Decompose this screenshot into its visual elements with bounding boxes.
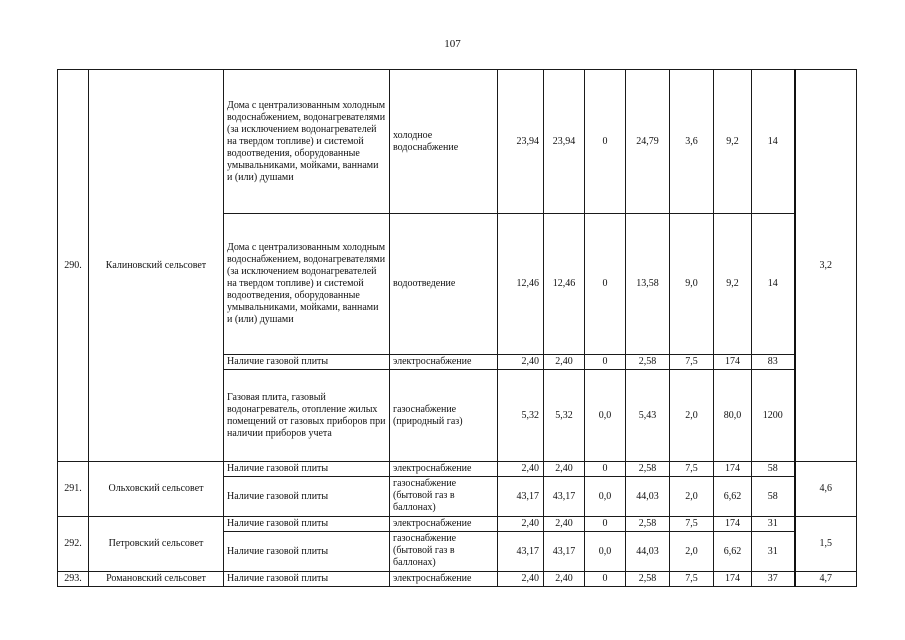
table-cell: 37 — [752, 572, 795, 587]
table-cell: 174 — [714, 462, 752, 477]
utility-service: газоснабжение (бытовой газ в баллонах) — [390, 532, 498, 572]
table-cell: 174 — [714, 517, 752, 532]
table-cell: 2,40 — [498, 355, 544, 370]
table-cell: 2,58 — [626, 517, 670, 532]
table-cell: 0 — [585, 355, 626, 370]
housing-description: Наличие газовой плиты — [224, 477, 390, 517]
table-cell: 9,2 — [714, 70, 752, 214]
table-cell: 7,5 — [670, 572, 714, 587]
settlement-name: Ольховский сельсовет — [89, 462, 224, 517]
table-cell: 6,62 — [714, 532, 752, 572]
tariff-table — [57, 69, 857, 587]
table-cell: 12,46 — [544, 214, 585, 355]
row-number: 291. — [58, 462, 89, 517]
summary-value: 3,2 — [795, 70, 857, 462]
table-cell: 43,17 — [498, 532, 544, 572]
table-cell: 0,0 — [585, 532, 626, 572]
table-cell: 43,17 — [544, 477, 585, 517]
page-number: 107 — [444, 38, 461, 50]
table-cell: 13,58 — [626, 214, 670, 355]
table-cell: 44,03 — [626, 477, 670, 517]
table-cell: 0 — [585, 462, 626, 477]
utility-service: холодное водоснабжение — [390, 70, 498, 214]
table-cell: 0 — [585, 70, 626, 214]
table-row — [58, 70, 857, 214]
table-cell: 23,94 — [544, 70, 585, 214]
table-cell: 14 — [752, 214, 795, 355]
summary-value: 4,7 — [795, 572, 857, 587]
table-cell: 5,43 — [626, 370, 670, 462]
utility-service: электроснабжение — [390, 572, 498, 587]
table-cell: 9,2 — [714, 214, 752, 355]
housing-description: Наличие газовой плиты — [224, 572, 390, 587]
housing-description: Дома с централизованным холодным водоснабжением, водонагревателями (за исключением водонагревателей на твердом топливе) и системой водоотведения, оборудованные умывальниками, мойками, ваннами и (или) душами — [224, 70, 390, 214]
table-cell: 14 — [752, 70, 795, 214]
utility-service: газоснабжение (природный газ) — [390, 370, 498, 462]
table-cell: 7,5 — [670, 462, 714, 477]
utility-service: водоотведение — [390, 214, 498, 355]
table-cell: 0,0 — [585, 477, 626, 517]
table-cell: 1200 — [752, 370, 795, 462]
settlement-name: Петровский сельсовет — [89, 517, 224, 572]
table-cell: 2,40 — [544, 572, 585, 587]
summary-value: 1,5 — [795, 517, 857, 572]
housing-description: Наличие газовой плиты — [224, 517, 390, 532]
table-cell: 0 — [585, 517, 626, 532]
table-row — [58, 517, 857, 532]
table-cell: 2,58 — [626, 462, 670, 477]
table-cell: 174 — [714, 572, 752, 587]
table-cell: 5,32 — [544, 370, 585, 462]
table-cell: 2,40 — [498, 572, 544, 587]
table-cell: 2,58 — [626, 355, 670, 370]
utility-service: электроснабжение — [390, 517, 498, 532]
table-cell: 58 — [752, 477, 795, 517]
table-cell: 43,17 — [544, 532, 585, 572]
table-cell: 2,40 — [544, 517, 585, 532]
table-cell: 31 — [752, 517, 795, 532]
housing-description: Наличие газовой плиты — [224, 355, 390, 370]
housing-description: Наличие газовой плиты — [224, 462, 390, 477]
table-cell: 7,5 — [670, 355, 714, 370]
table-cell: 7,5 — [670, 517, 714, 532]
table-cell: 2,58 — [626, 572, 670, 587]
table-cell: 43,17 — [498, 477, 544, 517]
table-cell: 3,6 — [670, 70, 714, 214]
table-row — [58, 572, 857, 587]
row-number: 290. — [58, 70, 89, 462]
table-cell: 44,03 — [626, 532, 670, 572]
utility-service: электроснабжение — [390, 355, 498, 370]
table-cell: 80,0 — [714, 370, 752, 462]
table-cell: 2,40 — [498, 462, 544, 477]
table-cell: 0 — [585, 214, 626, 355]
settlement-name: Калиновский сельсовет — [89, 70, 224, 462]
table-cell: 31 — [752, 532, 795, 572]
table-cell: 12,46 — [498, 214, 544, 355]
table-row — [58, 462, 857, 477]
table-cell: 2,40 — [544, 355, 585, 370]
table-cell: 58 — [752, 462, 795, 477]
table-cell: 83 — [752, 355, 795, 370]
summary-value: 4,6 — [795, 462, 857, 517]
row-number: 293. — [58, 572, 89, 587]
table-cell: 2,40 — [498, 517, 544, 532]
settlement-name: Романовский сельсовет — [89, 572, 224, 587]
table-cell: 2,0 — [670, 477, 714, 517]
table-cell: 6,62 — [714, 477, 752, 517]
table-cell: 0 — [585, 572, 626, 587]
table-cell: 174 — [714, 355, 752, 370]
utility-service: газоснабжение (бытовой газ в баллонах) — [390, 477, 498, 517]
table-cell: 5,32 — [498, 370, 544, 462]
table-cell: 24,79 — [626, 70, 670, 214]
row-number: 292. — [58, 517, 89, 572]
table-cell: 23,94 — [498, 70, 544, 214]
table-cell: 9,0 — [670, 214, 714, 355]
utility-service: электроснабжение — [390, 462, 498, 477]
housing-description: Наличие газовой плиты — [224, 532, 390, 572]
table-cell: 2,0 — [670, 532, 714, 572]
housing-description: Дома с централизованным холодным водоснабжением, водонагревателями (за исключением водонагревателей на твердом топливе) и системой водоотведения, оборудованные умывальниками, мойками, ваннами и (или) душами — [224, 214, 390, 355]
housing-description: Газовая плита, газовый водонагреватель, отопление жилых помещений от газовых приборов при наличии приборов учета — [224, 370, 390, 462]
table-cell: 2,0 — [670, 370, 714, 462]
table-cell: 0,0 — [585, 370, 626, 462]
table-cell: 2,40 — [544, 462, 585, 477]
